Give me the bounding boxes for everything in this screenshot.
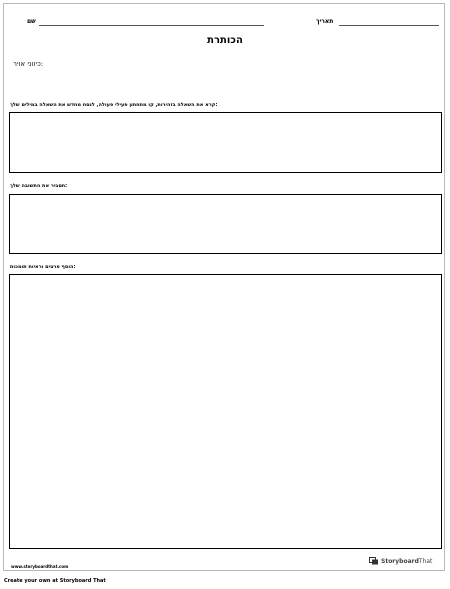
logo-text: [381, 558, 432, 565]
prompt-3-label: :הוסף פרטים וראיות תומכות: [10, 264, 76, 270]
logo-text-part2: That: [418, 557, 433, 565]
answer-box-2[interactable]: [9, 194, 442, 254]
answer-box-3[interactable]: [9, 274, 442, 549]
storyboard-icon: [369, 557, 379, 565]
prompt-2-label: :תסביר את התשובה שלך: [10, 183, 68, 189]
answer-box-1[interactable]: [9, 112, 442, 173]
date-line[interactable]: [339, 25, 439, 26]
date-label: תאריך: [316, 18, 334, 25]
name-label: שם: [27, 18, 36, 25]
prompt-1-label: :קרא את השאלה בזהירות, קו מתחתון פעילי פעולה, לנסח מחדש את השאלה במילים שלך: [10, 102, 218, 108]
create-your-own-link[interactable]: Create your own at Storyboard That: [4, 578, 106, 584]
page-title: הכותרת: [207, 35, 243, 46]
storyboardthat-logo[interactable]: [369, 557, 432, 565]
page-subtitle: :כיווני אויר: [13, 60, 44, 68]
worksheet-page: [3, 3, 445, 571]
logo-text-part1: Storyboard: [381, 557, 419, 565]
name-line[interactable]: [39, 25, 264, 26]
footer-site-url[interactable]: www.storyboardthat.com: [11, 564, 69, 569]
